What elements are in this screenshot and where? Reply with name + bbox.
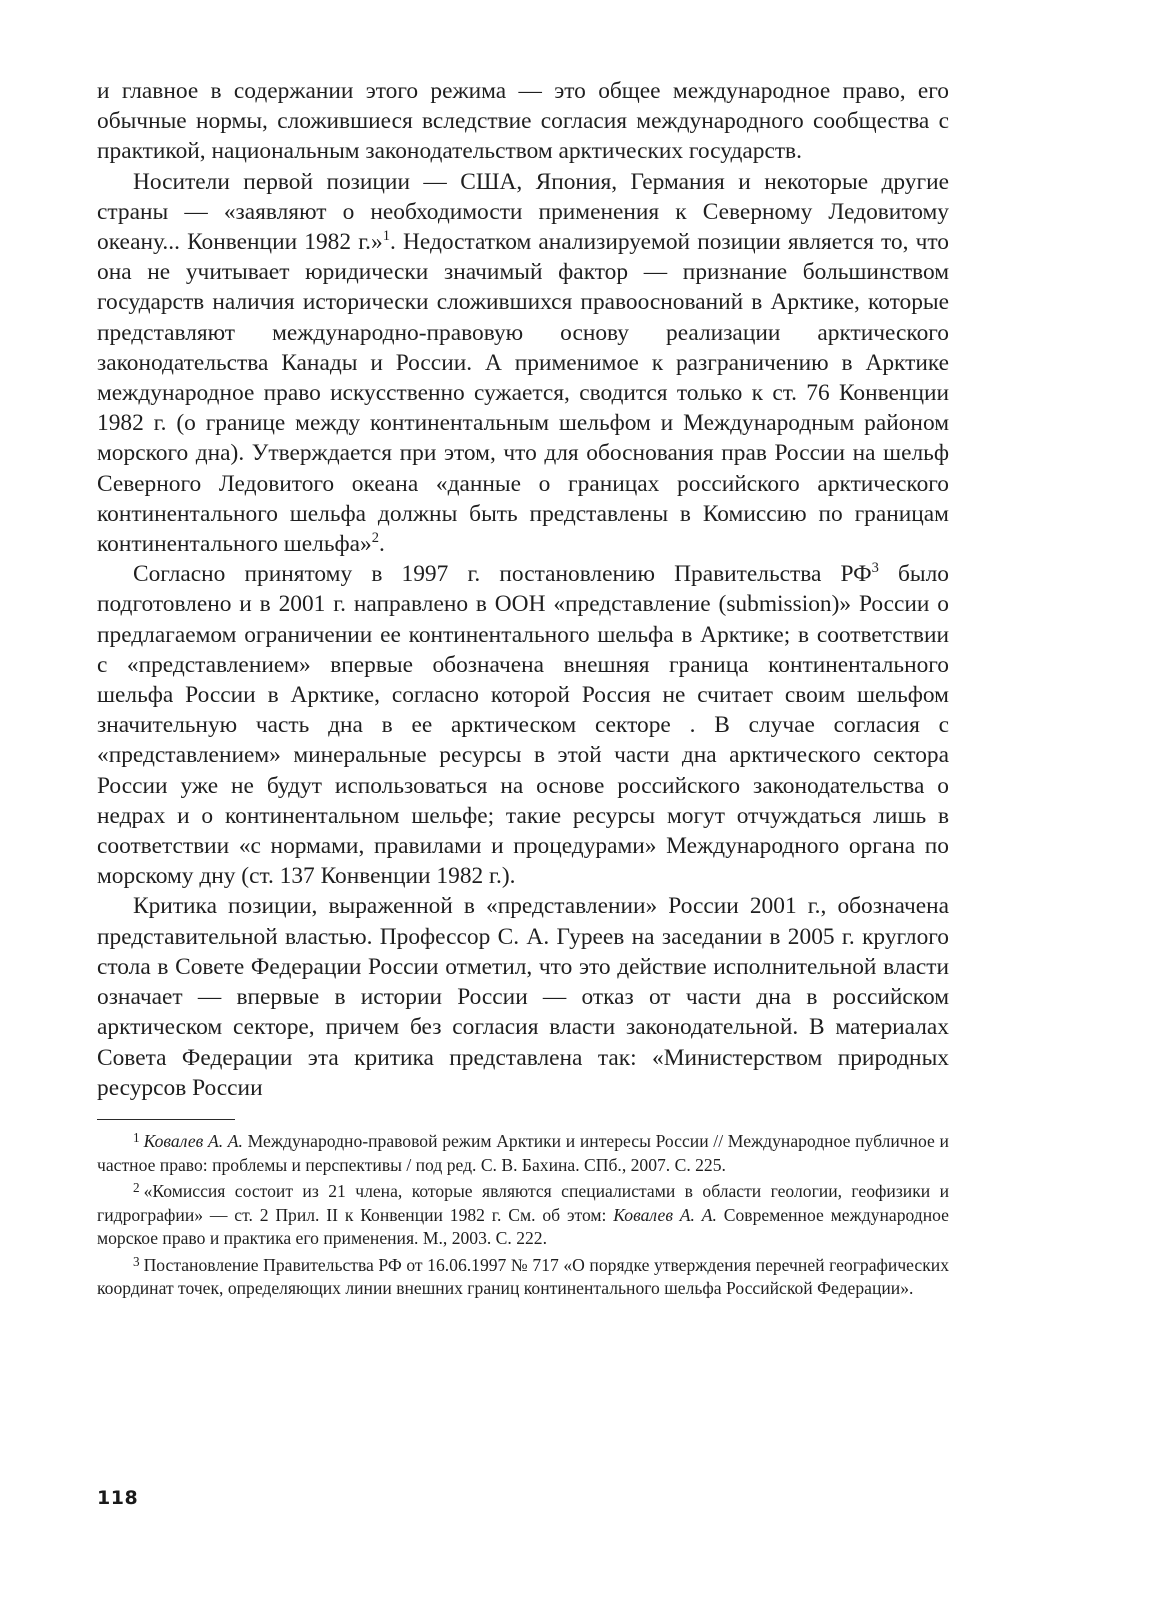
footnotes xyxy=(97,1130,949,1301)
paragraph-first-position xyxy=(97,167,949,560)
footnote-ref-2[interactable]: 2 xyxy=(371,530,379,547)
footnote-1 xyxy=(97,1130,949,1177)
footnote-mark: 1 xyxy=(133,1130,140,1146)
page-content xyxy=(97,76,949,1304)
footnote-text: Международно-правовой режим Арктики и интересы России // Международное публичное и частное право: проблемы и перспективы / под ред. С. В. Бахина. СПб., 2007. С. 225. xyxy=(97,1130,949,1175)
footnote-text: Постановление Правительства РФ от 16.06.1997 № 717 «О порядке утверждения перечней географических координат точек, определяющих линии внешних границ континентального шельфа Российской Федерации». xyxy=(97,1254,949,1299)
footnote-3 xyxy=(97,1254,949,1301)
paragraph-criticism xyxy=(97,891,949,1102)
paragraph-text: . Недостатком анализируемой позиции является то, что она не учитывает юридически значимый фактор — признание большинством государств наличия исторически сложившихся правооснований в Арктике, которые представляют международно-правовую основу реализации арктического законодательства Канады и России. А применимое к разграничению в Арктике международное право искусственно сужается, сводится только к ст. 76 Конвенции 1982 г. (о границе между континентальным шельфом и Международным районом морского дна). Утверждается при этом, что для обоснования прав России на шельф Северного Ледовитого океана «данные о границах российского арктического континентального шельфа должны быть представлены в Комиссию по границам континентального шельфа» xyxy=(97,229,949,558)
paragraph-text: . xyxy=(378,531,385,558)
paragraph-text: Критика позиции, выраженной в «представлении» России 2001 г., обозначена представительной властью. Профессор С. А. Гуреев на заседании в 2005 г. круглого стола в Совете Федерации России отметил, что это действие исполнительной власти означает — впервые в истории России — отказ от части дна в российском арктическом секторе, причем без согласия власти законодательной. В материалах Совета Федерации эта критика представлена так: «Министерством природных ресурсов России xyxy=(97,893,949,1101)
footnote-text: «Комиссия состоит из 21 члена, которые являются специалистами в области геологии, геофизики и гидрографии» — ст. 2 Прил. II к Конвенции 1982 г. См. об этом: xyxy=(97,1181,949,1225)
paragraph-text: и главное в содержании этого режима — это общее международное право, его обычные нормы, сложившиеся вследствие согласия международного сообщества с практикой, национальным законодательством арктических государств. xyxy=(97,78,949,165)
paragraph-text: было подготовлено и в 2001 г. направлено в ООН «представление (submission)» России о предлагаемом ограничении ее континентального шельфа в Арктике; в соответствии с «представлением» впервые обозначена внешняя граница континентального шельфа России в Арктике, согласно которой Россия не считает своим шельфом значительную часть дна в ее арктическом секторе . В случае согласия с «представлением» минеральные ресурсы в этой части дна арктического сектора России уже не будут использоваться на основе российского законодательства о недрах и о континентальном шельфе; такие ресурсы могут отчуждаться лишь в соответствии «с нормами, правилами и процедурами» Международного органа по морскому дну (ст. 137 Конвенции 1982 г.). xyxy=(97,561,949,890)
footnote-2 xyxy=(97,1180,949,1251)
main-text xyxy=(97,76,949,1103)
paragraph-text: Согласно принятому в 1997 г. постановлению Правительства РФ xyxy=(133,561,872,588)
footnote-mark: 3 xyxy=(133,1254,140,1270)
footnote-text: Современное международное морское право и практика его применения. М., 2003. С. 222. xyxy=(97,1204,949,1249)
footnote-author: Ковалев А. А. xyxy=(613,1204,717,1225)
page-number: 118 xyxy=(97,1487,139,1509)
paragraph-submission xyxy=(97,559,949,891)
footnote-separator xyxy=(97,1119,235,1120)
paragraph-text: Носители первой позиции — США, Япония, Германия и некоторые другие страны — «заявляют о необходимости применения к Северному Ледовитому океану... Конвенции 1982 г.» xyxy=(97,168,949,256)
footnote-ref-1[interactable]: 1 xyxy=(382,228,390,245)
footnote-mark: 2 xyxy=(133,1180,140,1196)
footnote-author: Ковалев А. А. xyxy=(143,1130,243,1151)
footnote-ref-3[interactable]: 3 xyxy=(871,560,879,577)
paragraph-continued xyxy=(97,76,949,167)
